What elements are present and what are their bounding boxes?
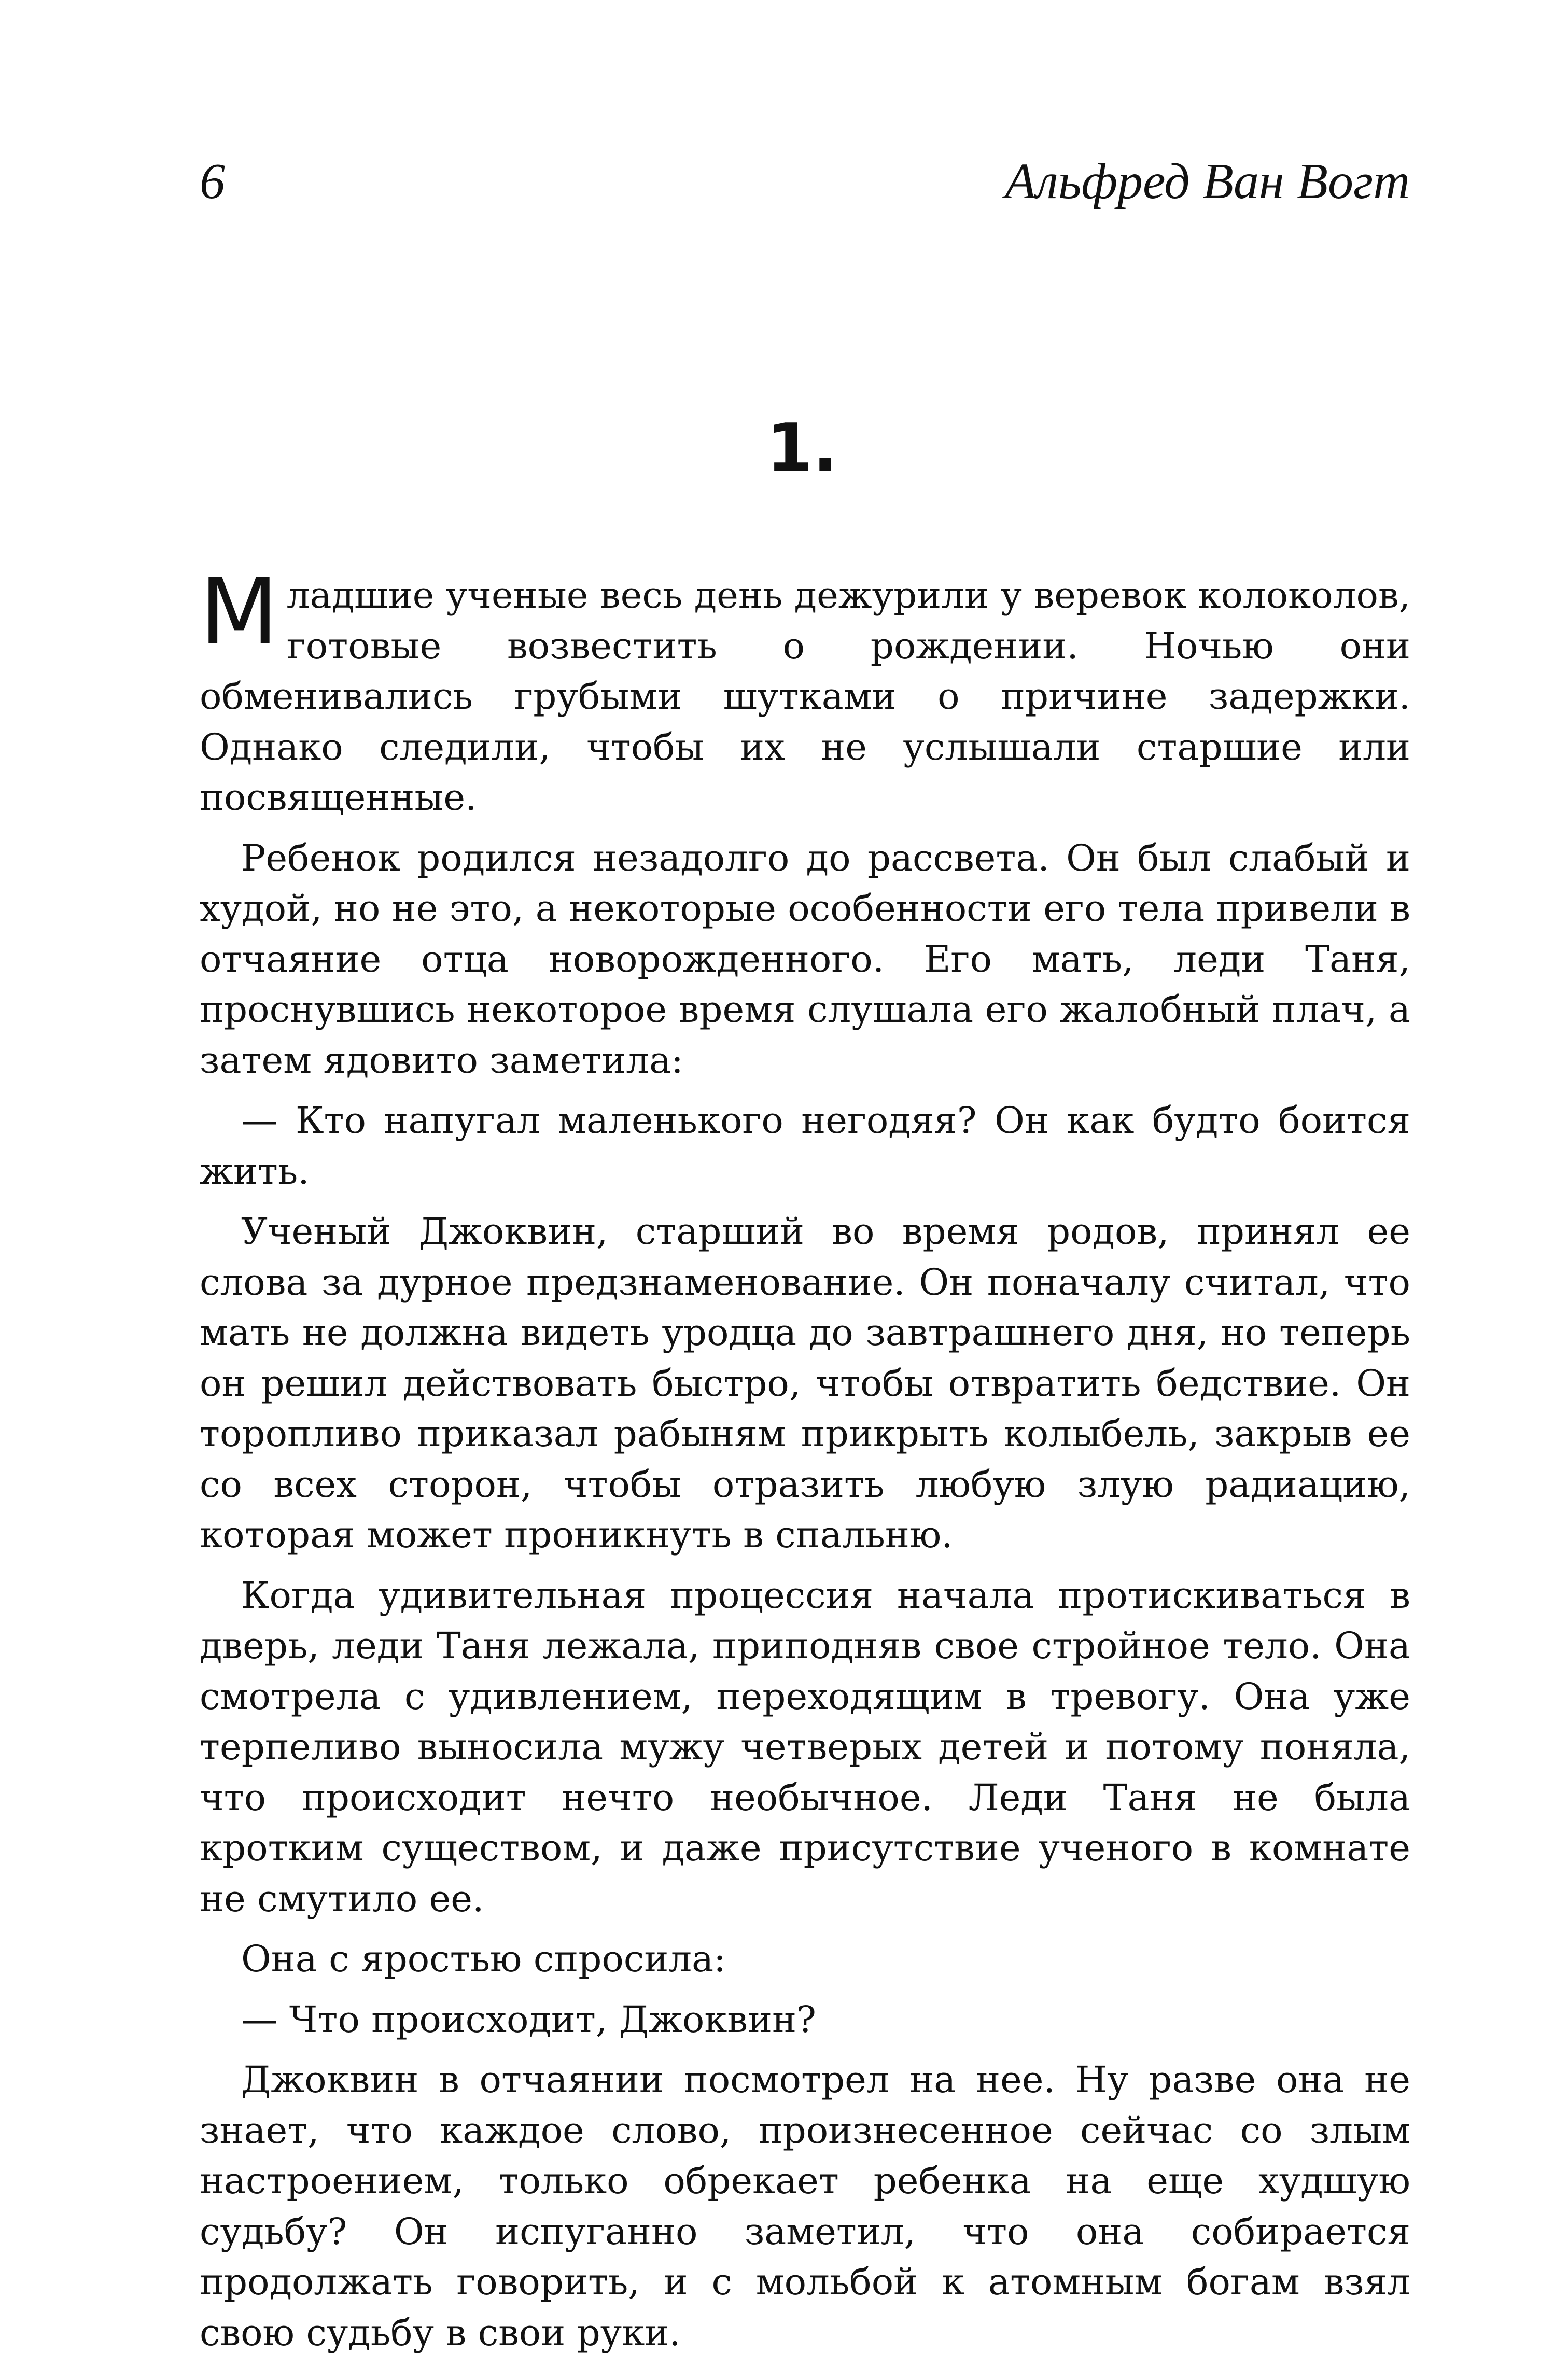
body-text <box>200 559 1410 2368</box>
paragraph-5: Она с яростью спросила: <box>241 1938 726 1980</box>
page-number: 6 <box>200 153 225 209</box>
paragraph-4: Когда удивительная процессия начала протискиваться в дверь, леди Таня лежала, приподняв свое стройное тело. Она смотрела с удивлением, переходящим в тревогу. Она уже терпеливо выносила мужу четверых детей и потому поняла, что происходит нечто необычное. Леди Таня не была кротким существом, и даже присутствие ученого в комнате не смутило ее. <box>200 1574 1410 1920</box>
dialogue-line-2: — Что происходит, Джоквин? <box>241 1998 816 2041</box>
paragraph-2: Ребенок родился незадолго до рассвета. Он был слабый и худой, но не это, а некоторые особенности его тела привели в отчаяние отца новорожденного. Его мать, леди Таня, проснувшись некоторое время слушала его жалобный плач, а затем ядовито заметила: <box>200 836 1410 1082</box>
running-head <box>200 150 1410 213</box>
drop-cap: М <box>200 559 278 665</box>
paragraph-1-text: ладшие ученые весь день дежурили у веревок колоколов, готовые возвестить о рождении. Ночью они обменивались грубыми шутками о причине задержки. Однако следили, чтобы их не услышали старшие или посвященные. <box>200 574 1410 819</box>
chapter-number: 1. <box>766 410 838 487</box>
paragraph-3: Ученый Джоквин, старший во время родов, принял ее слова за дурное предзнаменование. Он поначалу считал, что мать не должна видеть уродца до завтрашнего дня, но теперь он решил действовать быстро, чтобы отвратить бедствие. Он торопливо приказал рабыням прикрыть колыбель, закрыв ее со всех сторон, чтобы отразить любую злую радиацию, которая может проникнуть в спальню. <box>200 1210 1410 1556</box>
paragraph-1 <box>200 559 1410 823</box>
running-title: Альфред Ван Вогт <box>1005 153 1410 209</box>
paragraph-6: Джоквин в отчаянии посмотрел на нее. Ну разве она не знает, что каждое слово, произнесенное сейчас со злым настроением, только обрекает ребенка на еще худшую судьбу? Он испуганно заметил, что она собирается продолжать говорить, и с мольбой к атомным богам взял свою судьбу в свои руки. <box>200 2058 1410 2354</box>
dialogue-line-1: — Кто напугал маленького негодяя? Он как будто боится жить. <box>200 1099 1410 1193</box>
